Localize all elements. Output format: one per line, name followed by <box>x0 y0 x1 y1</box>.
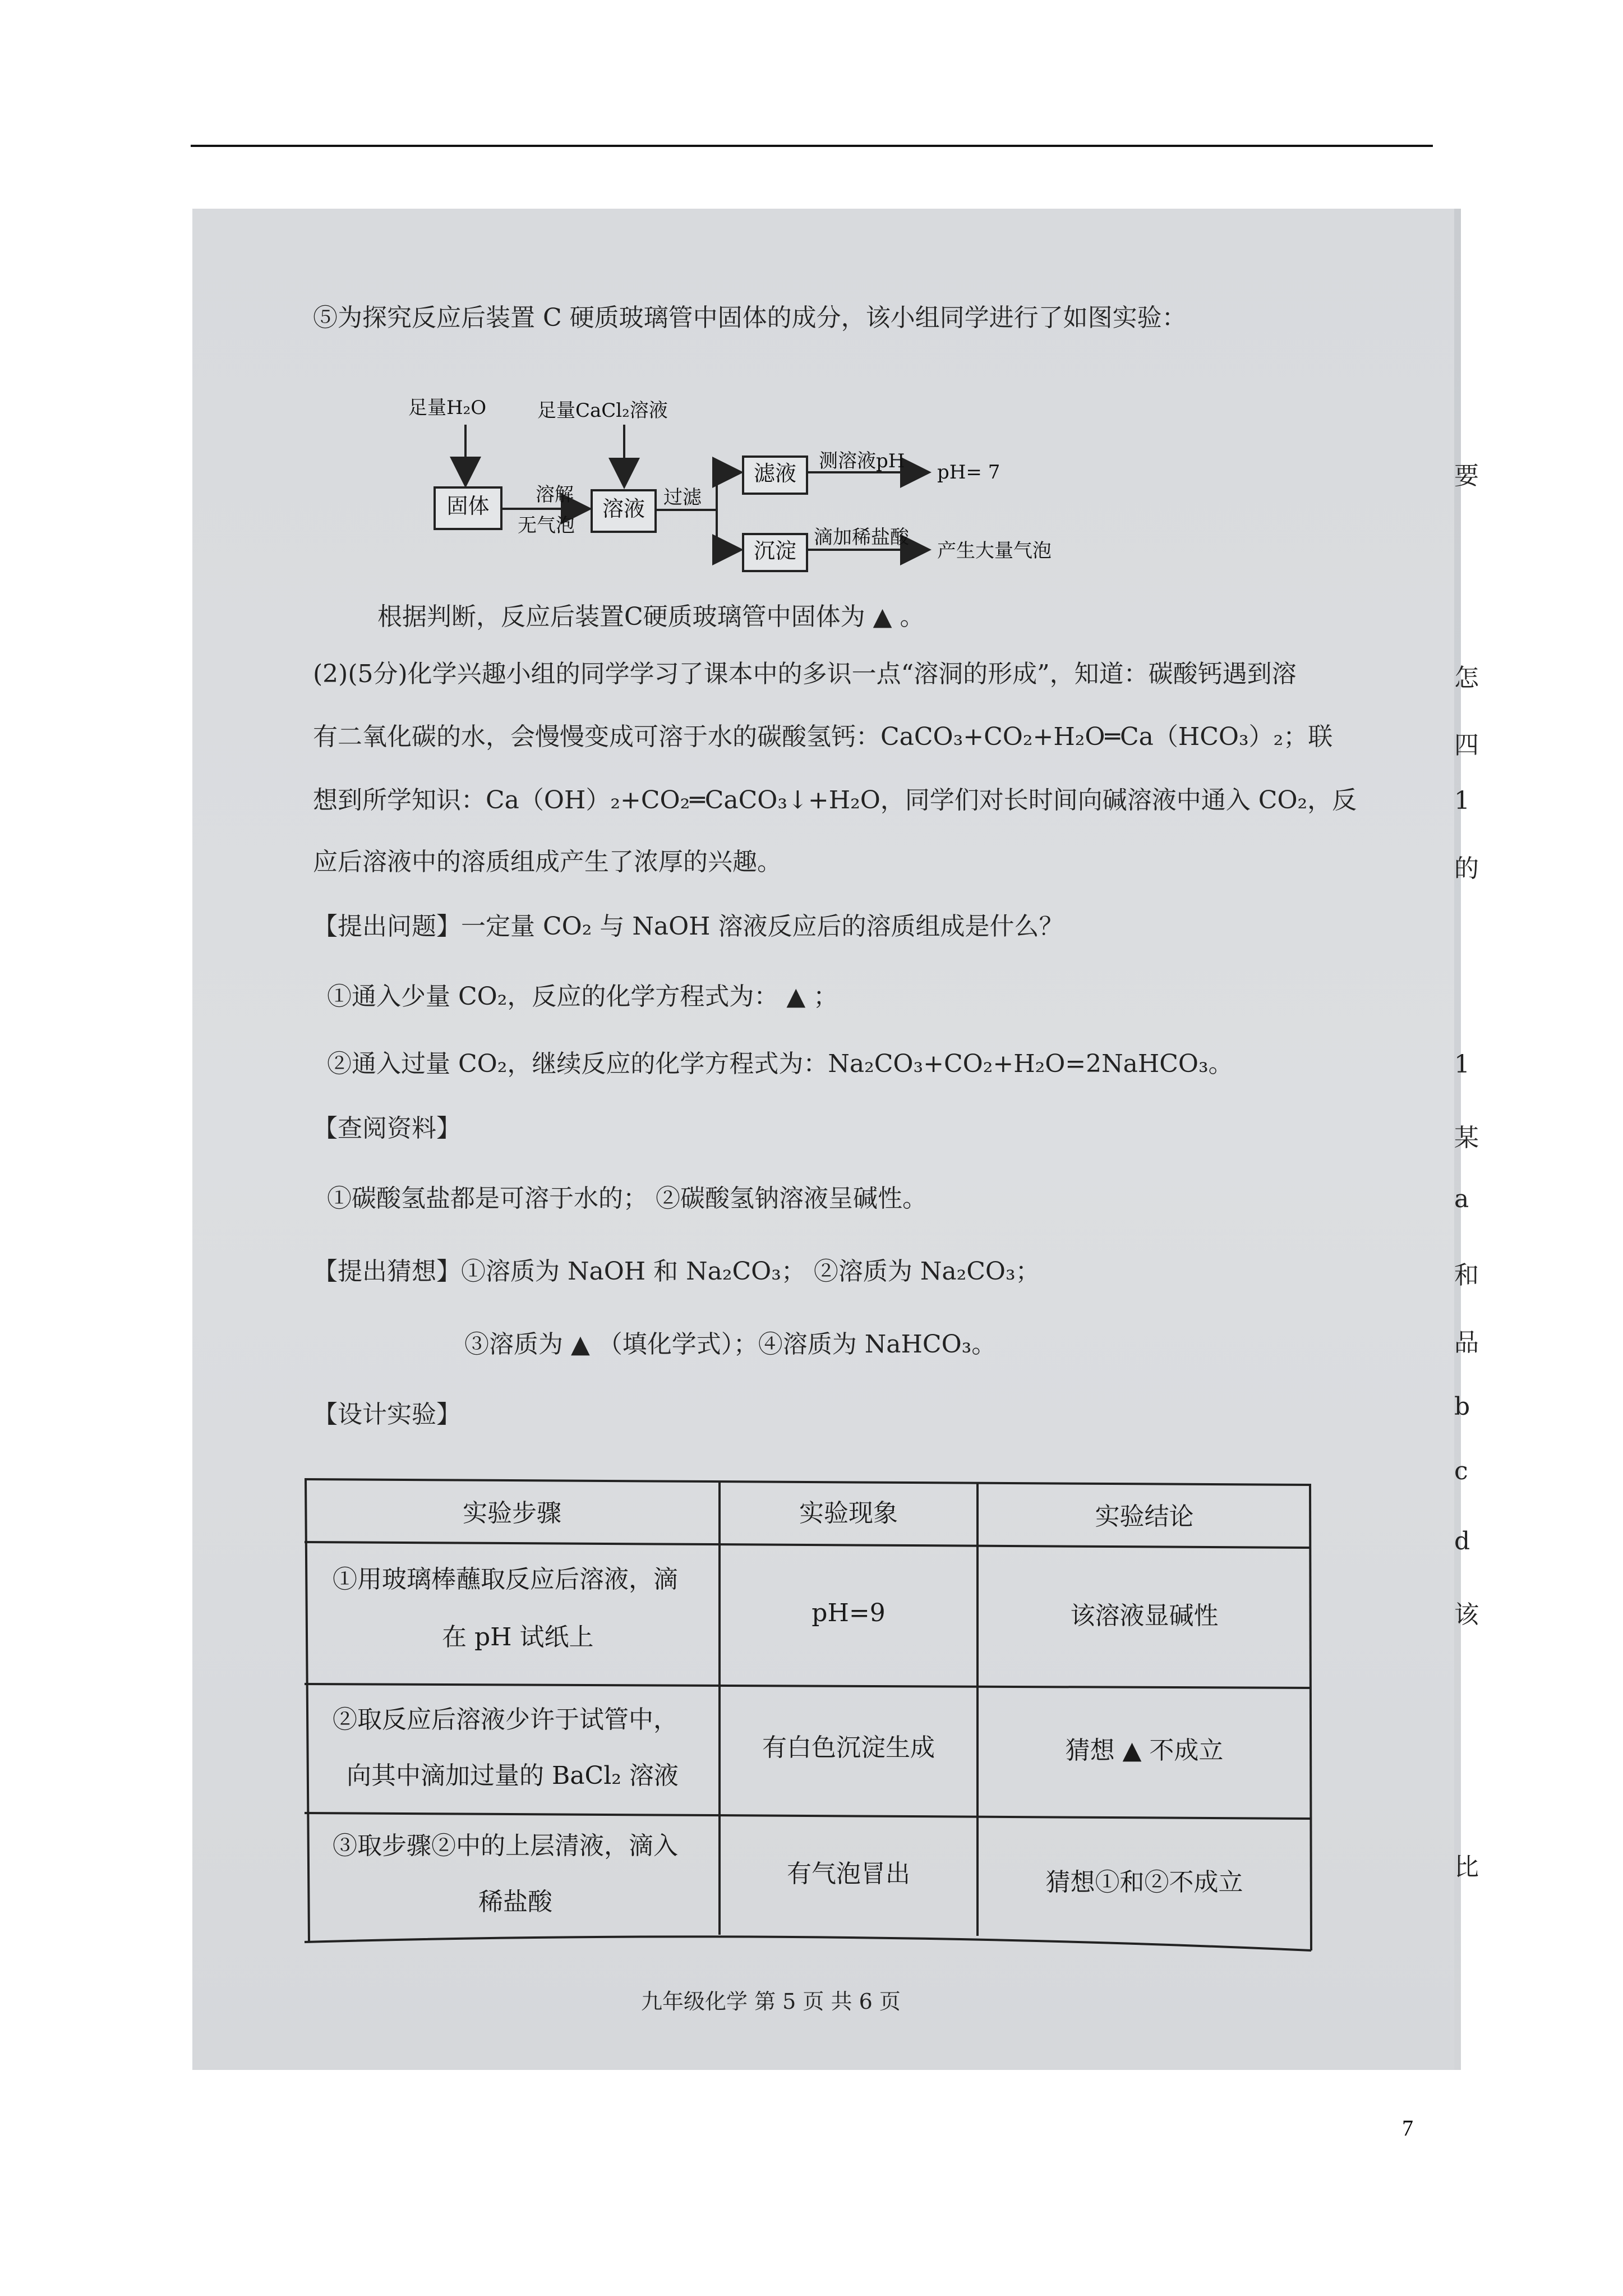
reagent-water-label: 足量H₂O <box>408 397 487 419</box>
edge-char: 要 <box>1454 462 1479 490</box>
judgement-line: 根据判断，反应后装置C硬质玻璃管中固体为 ▲ 。 <box>377 602 925 631</box>
row2-phenomenon: 有白色沉淀生成 <box>762 1733 935 1762</box>
table-header-step: 实验步骤 <box>463 1499 561 1527</box>
paper-footer: 九年级化学 第 5 页 共 6 页 <box>641 1989 901 2014</box>
edge-char: 和 <box>1454 1261 1479 1290</box>
bubble-result-label: 产生大量气泡 <box>937 540 1052 562</box>
edge-char: 比 <box>1454 1853 1479 1881</box>
edge-char: 该 <box>1454 1600 1479 1629</box>
row3-conclusion: 猜想①和②不成立 <box>1045 1868 1243 1897</box>
ph-result-label: pH= 7 <box>937 461 1000 484</box>
filtrate-box: 滤液 <box>742 455 808 495</box>
edge-char: 四 <box>1454 731 1479 760</box>
question-item-1: ①通入少量 CO₂，反应的化学方程式为： ▲ ； <box>327 982 838 1011</box>
precipitate-box: 沉淀 <box>742 533 808 572</box>
row1-step-line1: ①用玻璃棒蘸取反应后溶液，滴 <box>333 1565 678 1594</box>
experiment-table <box>305 1479 1314 1984</box>
table-header-conclusion: 实验结论 <box>1095 1502 1194 1531</box>
question-line: 【提出问题】一定量 CO₂ 与 NaOH 溶液反应后的溶质组成是什么？ <box>313 912 1064 941</box>
reference-line: ①碳酸氢盐都是可溶于水的； ②碳酸氢钠溶液呈碱性。 <box>327 1184 927 1213</box>
solid-box: 固体 <box>434 486 502 530</box>
row1-conclusion: 该溶液显碱性 <box>1070 1602 1219 1630</box>
edge-char: a <box>1454 1185 1469 1213</box>
row2-step-line1: ②取反应后溶液少许于试管中， <box>333 1705 678 1734</box>
edge-char: 1 <box>1454 786 1470 815</box>
solution-box: 溶液 <box>591 489 657 533</box>
q2-line-4: 应后溶液中的溶质组成产生了浓厚的兴趣。 <box>313 848 782 876</box>
edge-char: c <box>1454 1457 1468 1485</box>
scanned-photo <box>192 209 1479 2070</box>
edge-char: 的 <box>1454 854 1479 883</box>
edge-char: d <box>1454 1527 1470 1556</box>
row3-phenomenon: 有气泡冒出 <box>787 1860 910 1888</box>
q2-line-1: (2)(5分)化学兴趣小组的同学学习了课本中的多识一点“溶洞的形成”，知道：碳酸钙遇到溶 <box>313 660 1297 688</box>
row3-step-line1: ③取步骤②中的上层清液，滴入 <box>333 1832 678 1860</box>
reagent-cacl2-label: 足量CaCl₂溶液 <box>537 399 668 422</box>
edge-char: 某 <box>1454 1124 1479 1152</box>
table-header-phenomenon: 实验现象 <box>799 1499 898 1527</box>
edge-char: 1 <box>1454 1050 1470 1079</box>
hypothesis-line-1: 【提出猜想】①溶质为 NaOH 和 Na₂CO₃； ②溶质为 Na₂CO₃； <box>313 1257 1040 1286</box>
intro-line: ⑤为探究反应后装置 C 硬质玻璃管中固体的成分，该小组同学进行了如图实验： <box>313 303 1187 332</box>
page-number: 7 <box>1402 2115 1413 2141</box>
edge-char: 品 <box>1454 1328 1479 1357</box>
add-acid-label: 滴加稀盐酸 <box>814 526 909 549</box>
row2-conclusion: 猜想 ▲ 不成立 <box>1065 1736 1224 1765</box>
hypothesis-line-2: ③溶质为 ▲ （填化学式）；④溶质为 NaHCO₃。 <box>464 1330 997 1359</box>
header-rule <box>191 145 1433 147</box>
design-heading: 【设计实验】 <box>313 1400 461 1429</box>
q2-line-3: 想到所学知识：Ca（OH）₂+CO₂═CaCO₃↓+H₂O，同学们对长时间向碱溶液中通入 CO₂，反 <box>313 786 1357 815</box>
filter-label: 过滤 <box>663 486 702 509</box>
exam-paper <box>192 209 1454 2070</box>
row1-step-line2: 在 pH 试纸上 <box>442 1623 594 1651</box>
measure-ph-label: 测溶液pH <box>819 450 905 472</box>
row1-phenomenon: pH=9 <box>811 1599 886 1627</box>
edge-char: 怎 <box>1454 664 1479 692</box>
question-item-2: ②通入过量 CO₂，继续反应的化学方程式为：Na₂CO₃+CO₂+H₂O=2NaHCO₃。 <box>327 1050 1233 1078</box>
no-bubble-label: 无气泡 <box>518 514 575 537</box>
reference-heading: 【查阅资料】 <box>313 1114 461 1143</box>
dissolve-label: 溶解 <box>536 484 574 506</box>
row2-step-line2: 向其中滴加过量的 BaCl₂ 溶液 <box>347 1761 679 1790</box>
q2-line-2: 有二氧化碳的水，会慢慢变成可溶于水的碳酸氢钙：CaCO₃+CO₂+H₂O═Ca（HCO₃）₂；联 <box>313 723 1333 751</box>
row3-step-line2: 稀盐酸 <box>478 1888 552 1916</box>
edge-char: b <box>1454 1392 1470 1421</box>
